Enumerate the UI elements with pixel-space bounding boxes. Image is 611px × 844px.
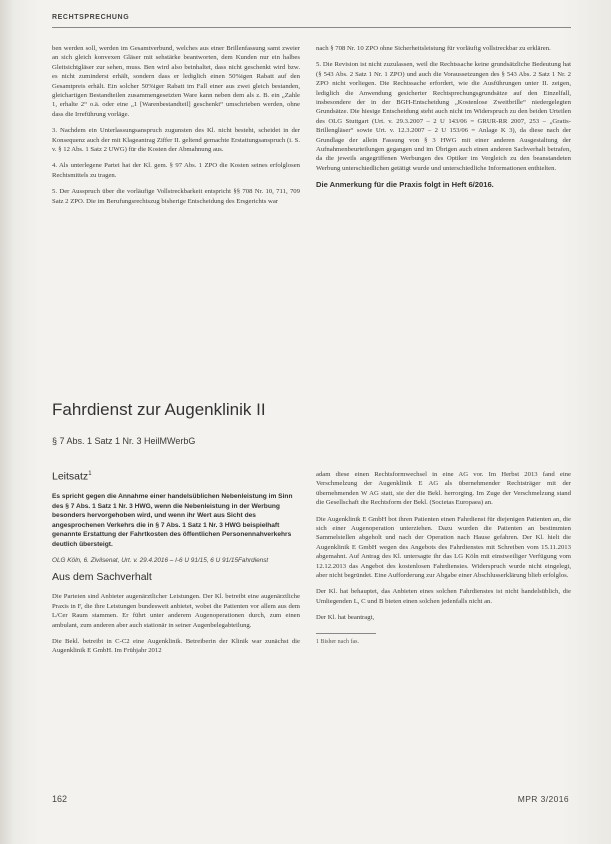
top-right-column: [316, 44, 571, 360]
leitsatz-text: Es spricht gegen die Annahme einer handelsüblichen Nebenleistung im Sinn des § 7 Abs. 1 Satz 1 Nr. 3 HWG, wenn die Nebenleistung in der Werbung besonders hervorgehoben wird, und wenn ihr Wert aus Sicht des angesprochenen Verkehrs die in § 7 Abs. 1 Satz 1 Nr. 3 HWG beispielhaft genannte Erstattung der Fahrtkosten des öffentlichen Personennahverkehrs deutlich übersteigt.: [52, 492, 293, 548]
section-header: RECHTSPRECHUNG: [52, 14, 130, 21]
sachverhalt-heading: Aus dem Sachverhalt: [52, 570, 152, 583]
paragraph: ben werden soll, werden im Gesamtverbund, welches aus einer Brillenfassung samt zweier an sich gleich konvexen Gläser mit sehstärke beantworten, dem Kunden nur ein halbes Gleitsichtgläser zur sehen, muss. Ben wird also beinhaltet, dass nicht geschenkt wird bzw. es nicht zuminderst erhält, sondern dass er lediglich einen 50%igen Rabatt auf den Gesamtpreis erhält. Ein solcher 50%iger Rabatt im Fall einer aus zwei gleich bestanden, gleichartigen Bestandteilen zusammengesetzten Ware kann neben dem als z. B. ein „Zahle 1, erhalte 2“ o.ä. oder eine „1 [Warenbestandteil] geschenkt“ umschrieben werden, ohne dass die Irreführung vorläge.: [52, 45, 300, 118]
paragraph: 4. Als unterlegene Partei hat der Kl. gem. § 97 Abs. 1 ZPO die Kosten seines erfolglosen Rechtsmittels zu tragen.: [52, 162, 300, 179]
paragraph: Die Parteien sind Anbieter augenärztlicher Leistungen. Der Kl. betreibt eine augenärztliche Praxis in F, die ihre Leistungen bundesweit anbietet, wobei die Patienten vor allem aus dem L/Cer Raum stammen. Er führt unter anderem Augenoperationen durch, zum einen ambulant, zum anderen aber auch stationär in seiner Augenbelegabteilung.: [52, 593, 300, 629]
page-number: 162: [52, 794, 68, 804]
paragraph: 3. Nachdem ein Unterlassungsanspruch zugunsten des Kl. nicht besteht, scheidet in der Konsequenz auch der mit Klageantrag Ziffer II. geltend gemachte Erstattungsanspruch (i. S. v. § 12 Abs. 1 Satz 2 UWG) für die Kosten der Abmahnung aus.: [52, 127, 300, 154]
footnote-mark: 1: [88, 471, 92, 477]
court-citation: OLG Köln, 6. Zivilsenat, Urt. v. 29.4.2016 – I-6 U 91/15, 6 U 91/15Fahrdienst: [52, 557, 269, 565]
paragraph: Der Kl. hat beantragt,: [316, 614, 375, 622]
leitsatz-heading: Leitsatz$^1$: [52, 470, 92, 483]
paragraph: adam diese einen Rechtsformwechsel in eine AG vor. Im Herbst 2013 fand eine Verschmelzung der Augenklinik E AG als übernehmender Rechtsträger mit der übernehmenden W AG statt, sie der die Bekl. herrorging. Im Zuge der Verschmelzung stand die Gesellschaft die Rechtsform der Bekl. (Societas Europaea) an.: [316, 471, 571, 507]
top-left-column: [52, 44, 300, 352]
header-divider: [52, 27, 571, 28]
paragraph: Die Augenklinik E GmbH bot ihren Patienten einen Fahrdienst für diejenigen Patienten an, die sich einer Augenoperation unterziehen. Dazu wurden die Patienten an bestimmten Sammelstellen abgeholt und nach der Operation nach Hause gefahren. Der Kl. hielt die Augenklinik E GmbH wegen des Angebots des Fahrdienstes mit Schreiben vom 15.11.2013 abgemahnt. Auf Antrag des Kl. untersagte ihr das LG Köln mit einstweiliger Verfügung vom 12.12.2013 das Angebot des kostenlosen Fahrdienstes. Widerspruch wurde nicht eingelegt, aber nicht begründet. Eine Aufforderung zur Abgabe einer Abschlusserklärung blieb erfolglos.: [316, 515, 571, 580]
journal-issue: MPR 3/2016: [517, 794, 569, 804]
practice-note: Die Anmerkung für die Praxis folgt in Heft 6/2016.: [316, 180, 494, 190]
paragraph: Der Kl. hat behauptet, das Anbieten eines solchen Fahrdienstes ist nicht handelsüblich, die Umliegenden L, C und B bieten einen solchen jedenfalls nicht an.: [316, 588, 571, 605]
footnote: 1 Bisher nach fas.: [316, 638, 359, 645]
bottom-left-column: [52, 470, 300, 790]
paragraph: 5. Der Ausspruch über die vorläufige Vollstreckbarkeit entspricht §§ 708 Nr. 10, 711, 709 Satz 2 ZPO. Die im Berufungsrechtszug bisherige Entscheidung des Ersgerichts war: [52, 188, 300, 205]
article-subtitle: § 7 Abs. 1 Satz 1 Nr. 3 HeilMWerbG: [52, 436, 196, 446]
paragraph: 5. Die Revision ist nicht zuzulassen, weil die Rechtssache keine grundsätzliche Bedeutung hat (§ 543 Abs. 2 Satz 1 Nr. 1 ZPO) und auch die Voraussetzungen des § 543 Abs. 2 Satz 1 Nr. 2 ZPO nicht vorliegen. Die Rechtssache erfordert, wie die Ausführungen unter II. zeigen, lediglich die Anwendung gesicherter Rechtsprechungsgrundsätze auf den Einzelfall, insbesondere der in der BGH-Entscheidung „Kostenlose Zweitbrille“ niedergelegten Grundsätze. Die hiesige Entscheidung steht auch nicht im Widerspruch zu den beiden Urteilen des OLG Stuttgart (Urt. v. 29.3.2007 – 2 U 143/06 = GRUR-RR 2007, 253 – „Gratis-Brillengläser“ sowie Urt. v. 12.3.2007 – 2 U 153/06 = Anlage K 3), da diese nach der Grundlage der allein Fassung von § 3 HWG mit einer anderen Ausgestaltung der Aufnahmenbeurteilungen gegangen und im Übrigen auch einen anderen Sachverhalt betrafen, da die jeweils angegriffenen Werbungen des Optiker im Vergleich zu den beanstandeten Werbung unterschiedlichen getätigt wurde und unterschiedliche Informationen enthielten.: [316, 61, 571, 172]
bottom-right-column: [316, 470, 571, 790]
paragraph: Die Bekl. betreibt in C-C2 eine Augenklinik. Betreiberin der Klinik war zunächst die Augenklinik E GmbH. Im Frühjahr 2012: [52, 637, 300, 655]
footnote-divider: [316, 633, 376, 634]
article-title: Fahrdienst zur Augenklinik II: [52, 400, 266, 419]
paragraph: nach § 708 Nr. 10 ZPO ohne Sicherheitsleistung für vorläufig vollstreckbar zu erklären.: [316, 45, 551, 52]
